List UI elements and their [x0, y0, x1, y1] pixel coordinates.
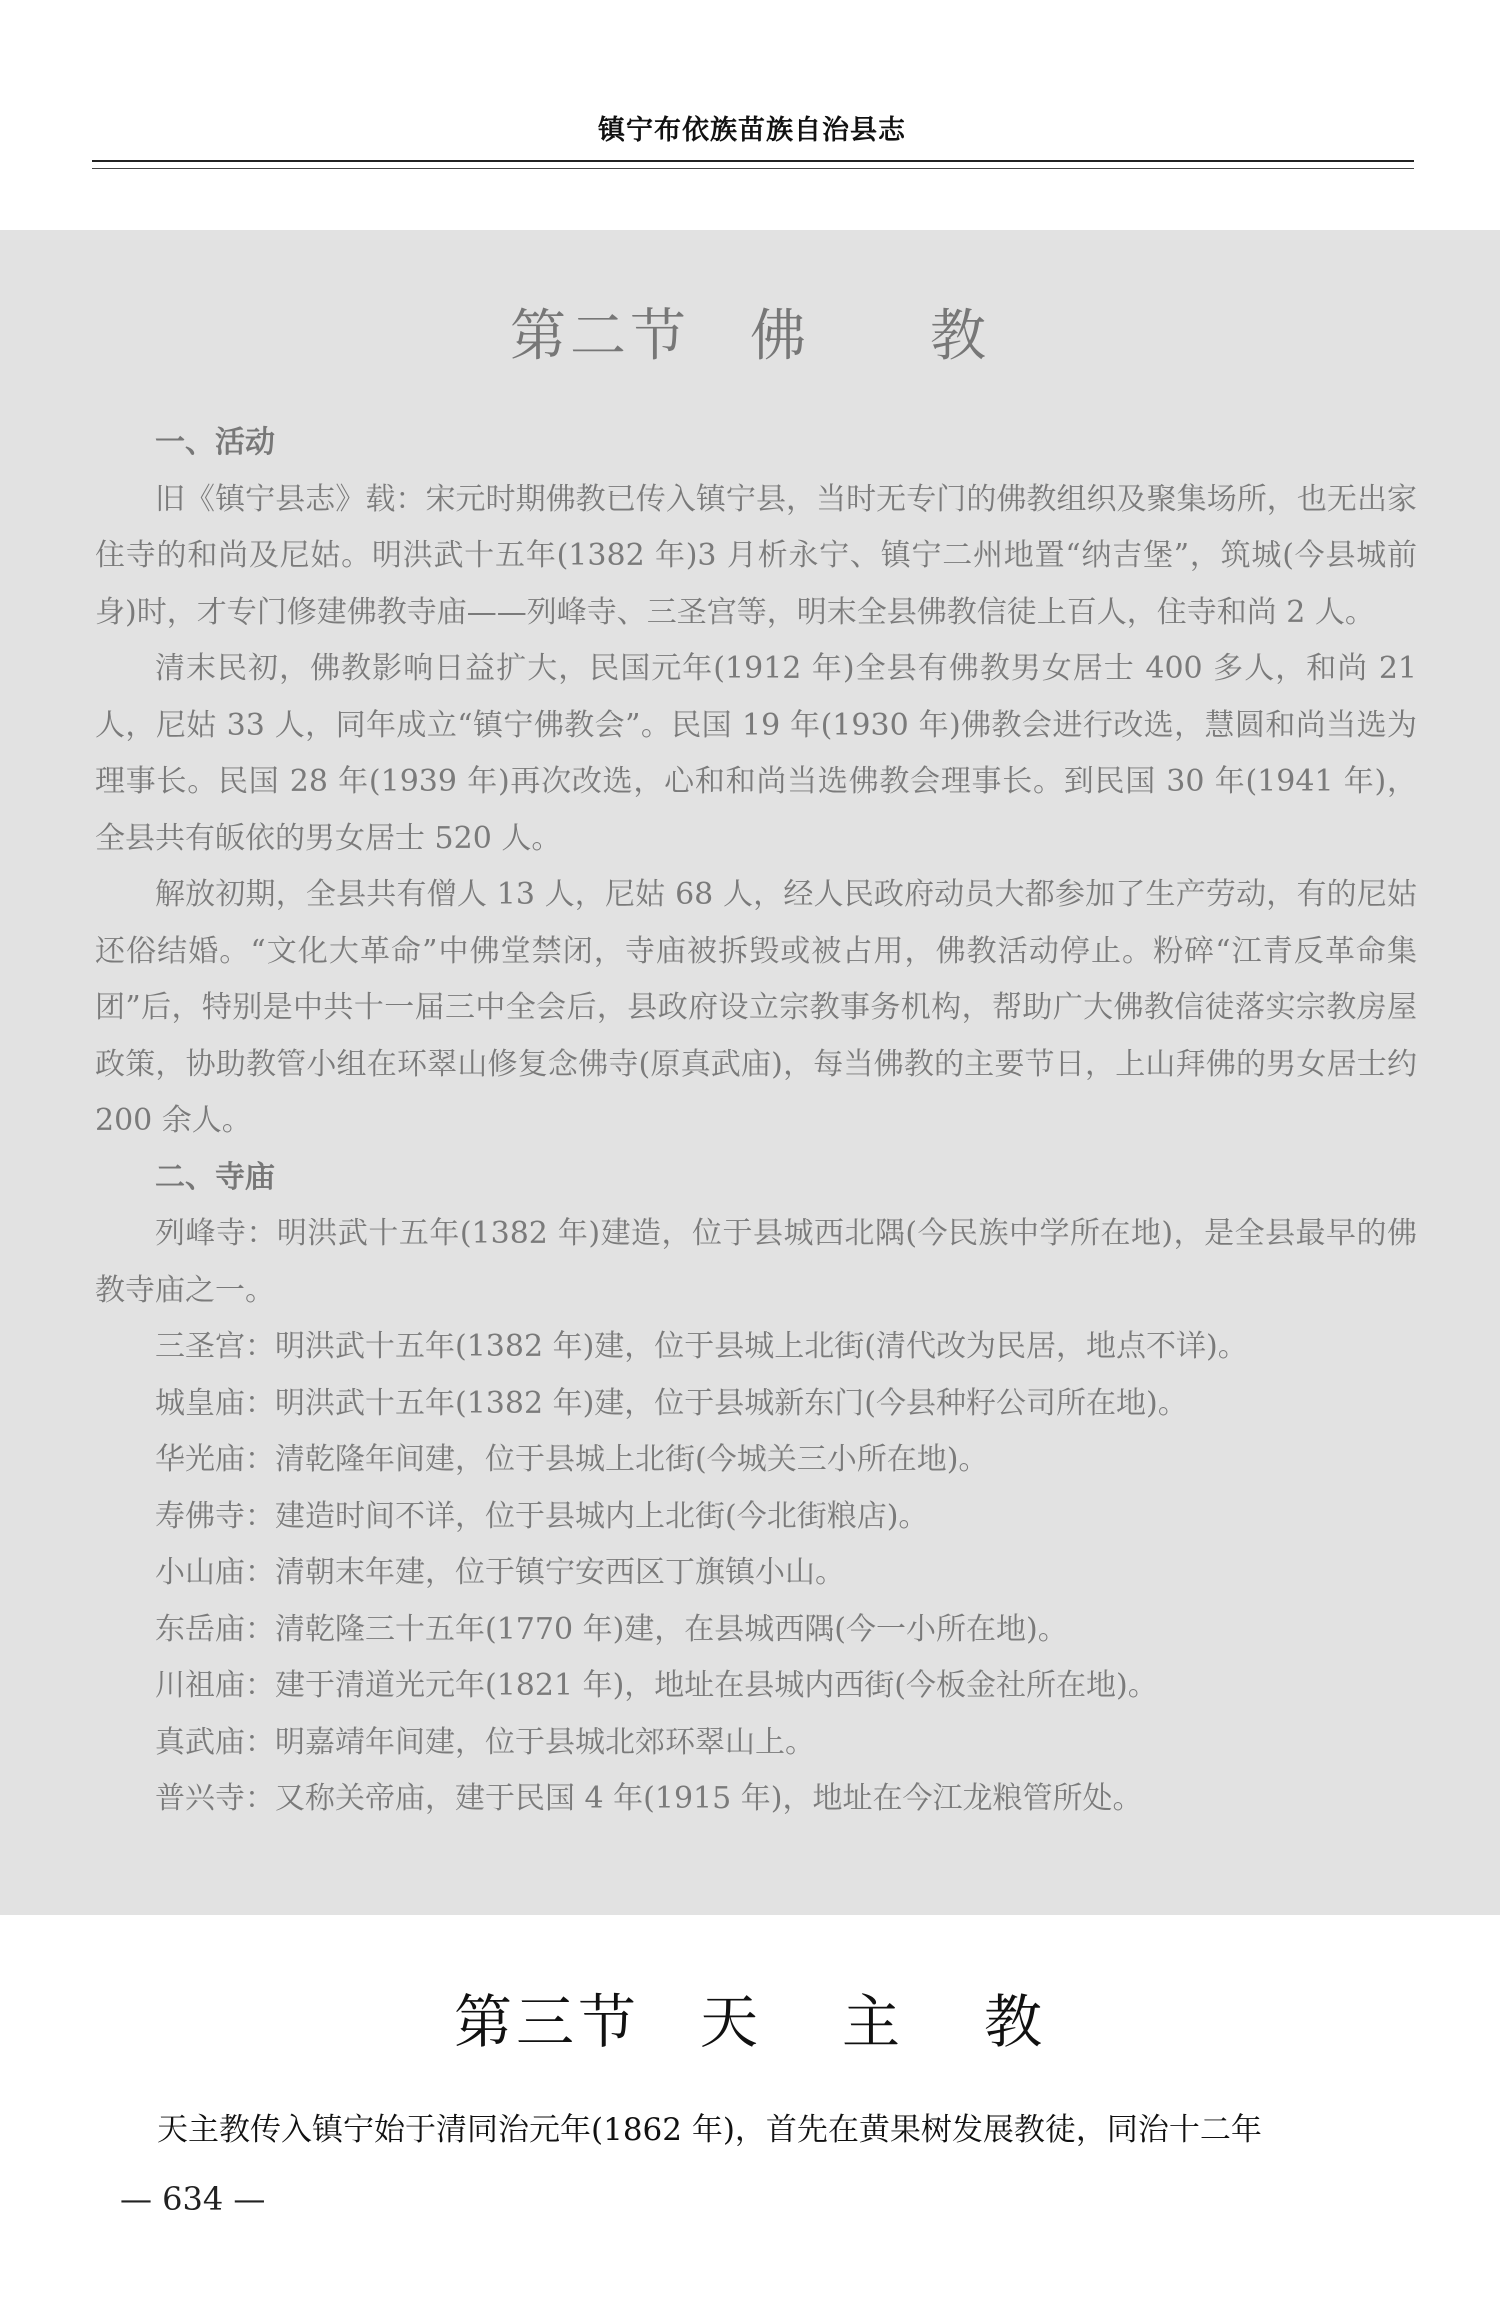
section2-title	[0, 292, 1500, 372]
header-rule-thick	[92, 160, 1414, 162]
activity-paragraph: 旧《镇宁县志》载：宋元时期佛教已传入镇宁县，当时无专门的佛教组织及聚集场所，也无出家住寺的和尚及尼姑。明洪武十五年(1382 年)3 月析永宁、镇宁二州地置“纳吉堡”，筑城(今县城前身)时，才专门修建佛教寺庙——列峰寺、三圣宫等，明末全县佛教信徒上百人，住寺和尚 2 人。	[95, 481, 1417, 630]
section3-title-char-2: 主	[842, 1988, 905, 2056]
subheading-temples: 二、寺庙	[155, 1159, 275, 1195]
page-number: — 634 —	[120, 2180, 266, 2218]
temple-entry: 寿佛寺：建造时间不详，位于县城内上北街(今北街粮店)。	[155, 1498, 929, 1534]
temple-entry: 华光庙：清乾隆年间建，位于县城上北街(今城关三小所在地)。	[155, 1442, 989, 1477]
section3-title	[0, 1975, 1500, 2059]
temple-entry: 列峰寺：明洪武十五年(1382 年)建造，位于县城西北隅(今民族中学所在地)，是全县最早的佛教寺庙之一。	[95, 1216, 1417, 1308]
header-rule-thin	[92, 168, 1414, 169]
temple-entry: 川祖庙：建于清道光元年(1821 年)，地址在县城内西街(今板金社所在地)。	[155, 1668, 1158, 1703]
section3-paragraph: 天主教传入镇宁始于清同治元年(1862 年)，首先在黄果树发展教徒，同治十二年	[157, 2112, 1262, 2148]
running-header: 镇宁布依族苗族自治县志	[598, 115, 906, 146]
temple-entry: 东岳庙：清乾隆三十五年(1770 年)建，在县城西隅(今一小所在地)。	[155, 1611, 1068, 1647]
section2-title-char-1: 佛	[750, 304, 810, 369]
activity-paragraph: 解放初期，全县共有僧人 13 人，尼姑 68 人，经人民政府动员大都参加了生产劳动，有的尼姑还俗结婚。“文化大革命”中佛堂禁闭，寺庙被拆毁或被占用，佛教活动停止。粉碎“江青反革命集团”后，特别是中共十一届三中全会后，县政府设立宗教事务机构，帮助广大佛教信徒落实宗教房屋政策，协助教管小组在环翠山修复念佛寺(原真武庙)，每当佛教的主要节日，上山拜佛的男女居士约 200 余人。	[95, 877, 1417, 1138]
temple-entry: 普兴寺：又称关帝庙，建于民国 4 年(1915 年)，地址在今江龙粮管所处。	[155, 1781, 1143, 1816]
temple-entry: 小山庙：清朝末年建，位于镇宁安西区丁旗镇小山。	[155, 1555, 845, 1590]
temple-entry: 三圣宫：明洪武十五年(1382 年)建，位于县城上北街(清代改为民居，地点不详)。	[155, 1329, 1248, 1364]
activity-paragraph: 清末民初，佛教影响日益扩大，民国元年(1912 年)全县有佛教男女居士 400 多人，和尚 21 人，尼姑 33 人，同年成立“镇宁佛教会”。民国 19 年(1930 年)佛教会进行改选，慧圆和尚当选为理事长。民国 28 年(1939 年)再次改选，心和和尚当选佛教会理事长。到民国 30 年(1941 年)，全县共有皈依的男女居士 520 人。	[95, 651, 1417, 856]
section3-title-char-1: 天	[699, 1988, 762, 2056]
subheading-activity: 一、活动	[155, 425, 275, 460]
section2-body	[95, 415, 1417, 1828]
temple-entry: 真武庙：明嘉靖年间建，位于县城北郊环翠山上。	[155, 1724, 815, 1760]
section3-title-char-3: 教	[984, 1988, 1047, 2056]
section2-title-label: 第二节	[510, 304, 690, 369]
section2-title-char-2: 教	[930, 304, 990, 369]
temple-entry: 城皇庙：明洪武十五年(1382 年)建，位于县城新东门(今县种籽公司所在地)。	[155, 1385, 1188, 1421]
section3-title-label: 第三节	[453, 1988, 640, 2056]
